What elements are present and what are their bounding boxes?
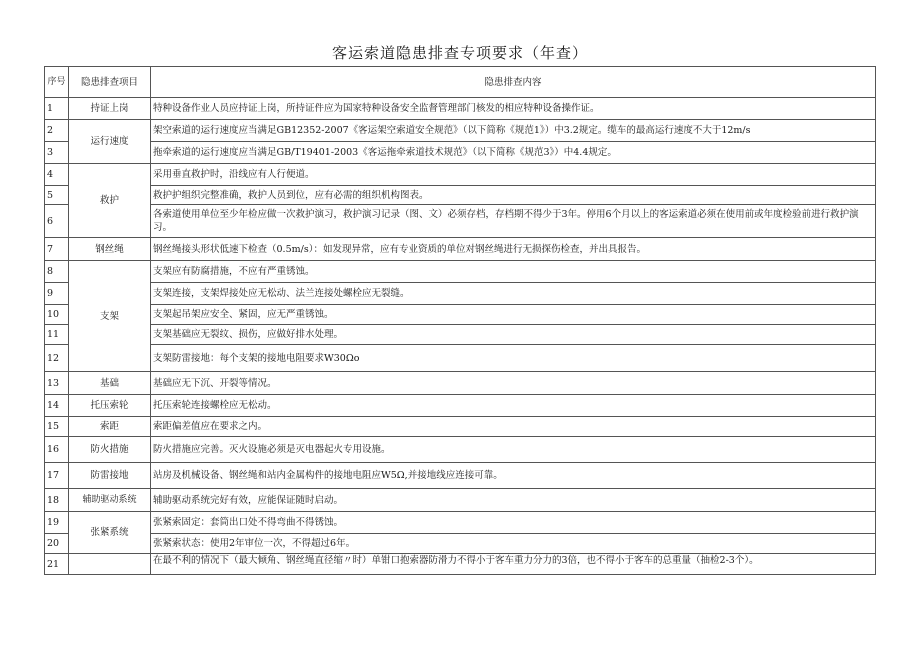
table-row	[45, 372, 876, 395]
row-number: 1	[45, 98, 69, 120]
content-cell: 支架基础应无裂纹、损伤，应做好排水处理。	[151, 325, 876, 345]
content-cell: 站房及机械设备、钢丝绳和站内金属构件的接地电阻应W5Ω,并接地线应连接可靠。	[151, 463, 876, 489]
category-cell: 运行速度	[69, 120, 151, 164]
row-number: 14	[45, 395, 69, 417]
content-cell: 张紧索状态：使用2年审位一次，不得超过6年。	[151, 534, 876, 554]
table-row	[45, 463, 876, 489]
header-no: 序号	[45, 67, 69, 98]
row-number: 6	[45, 205, 69, 238]
header-content: 隐患排查内容	[151, 67, 876, 98]
inspection-table	[44, 66, 876, 575]
category-cell: 辅助驱动系统	[69, 489, 151, 512]
content-cell: 拖牵索道的运行速度应当满足GB/T19401-2003《客运拖牵索道技术规范》（以下简称《规范3》）中4.4规定。	[151, 142, 876, 164]
row-number: 21	[45, 554, 69, 575]
content-cell: 在最不利的情况下（最大倾角、钢丝绳直径缩〃时）单钳口抱索器防滑力不得小于客车重力分力的3倍，也不得小于客车的总重量（抽检2-3个）。	[151, 554, 876, 575]
table-row	[45, 186, 876, 205]
content-cell: 辅助驱动系统完好有效，应能保证随时启动。	[151, 489, 876, 512]
table-row	[45, 395, 876, 417]
category-cell: 防火措施	[69, 437, 151, 463]
row-number: 16	[45, 437, 69, 463]
row-number: 17	[45, 463, 69, 489]
category-cell: 张紧系统	[69, 512, 151, 554]
table-row	[45, 489, 876, 512]
content-cell: 索距偏差值应在要求之内。	[151, 417, 876, 437]
row-number: 18	[45, 489, 69, 512]
category-cell: 索距	[69, 417, 151, 437]
table-header-row	[45, 67, 876, 98]
category-cell: 托压索轮	[69, 395, 151, 417]
table-row	[45, 205, 876, 238]
content-cell: 支架起吊架应安全、紧固，应无严重锈蚀。	[151, 305, 876, 325]
category-cell: 防雷接地	[69, 463, 151, 489]
content-cell: 支架连接，支架焊接处应无松动、法兰连接处螺栓应无裂缝。	[151, 283, 876, 305]
header-item: 隐患排查项目	[69, 67, 151, 98]
row-number: 9	[45, 283, 69, 305]
table-row	[45, 554, 876, 575]
row-number: 8	[45, 261, 69, 283]
category-cell: 基础	[69, 372, 151, 395]
table-row	[45, 283, 876, 305]
table-row	[45, 437, 876, 463]
content-cell: 支架防雷接地：每个支架的接地电阻要求W30Ωo	[151, 345, 876, 372]
content-cell: 采用垂直救护时，沿线应有人行便道。	[151, 164, 876, 186]
row-number: 2	[45, 120, 69, 142]
content-cell: 支架应有防腐措施，不应有严重锈蚀。	[151, 261, 876, 283]
category-cell: 支架	[69, 261, 151, 372]
row-number: 19	[45, 512, 69, 534]
table-row	[45, 534, 876, 554]
row-number: 5	[45, 186, 69, 205]
row-number: 20	[45, 534, 69, 554]
table-row	[45, 238, 876, 261]
row-number: 3	[45, 142, 69, 164]
content-cell: 张紧索固定：套筒出口处不得弯曲不得锈蚀。	[151, 512, 876, 534]
document-title: 客运索道隐患排查专项要求（年查）	[331, 44, 588, 62]
table-row	[45, 345, 876, 372]
row-number: 12	[45, 345, 69, 372]
category-cell: 钢丝绳	[69, 238, 151, 261]
content-cell: 各索道使用单位至少年检应做一次救护演习，救护演习记录（图、文）必须存档，存档期不得少于3年。停用6个月以上的客运索道必须在使用前或年度检验前进行救护演习。	[151, 205, 876, 238]
category-cell: 救护	[69, 164, 151, 238]
row-number: 15	[45, 417, 69, 437]
content-cell: 托压索轮连接螺栓应无松动。	[151, 395, 876, 417]
content-cell: 救护护组织完整准确，救护人员到位，应有必需的组织机构图表。	[151, 186, 876, 205]
category-cell	[69, 554, 151, 575]
table-row	[45, 98, 876, 120]
row-number: 13	[45, 372, 69, 395]
content-cell: 基础应无下沉、开裂等情况。	[151, 372, 876, 395]
row-number: 11	[45, 325, 69, 345]
row-number: 4	[45, 164, 69, 186]
content-cell: 防火措施应完善。灭火设施必须是灭电器起火专用设施。	[151, 437, 876, 463]
table-row	[45, 164, 876, 186]
content-cell: 钢丝绳接头形状低速下检查（0.5m/s）：如发现异常，应有专业资质的单位对钢丝绳进行无损探伤检查，并出具报告。	[151, 238, 876, 261]
table-row	[45, 325, 876, 345]
category-cell: 持证上岗	[69, 98, 151, 120]
table-row	[45, 142, 876, 164]
content-cell: 特种设备作业人员应持证上岗，所持证件应为国家特种设备安全监督管理部门核发的相应特种设备操作证。	[151, 98, 876, 120]
table-row	[45, 305, 876, 325]
table-row	[45, 512, 876, 534]
table-row	[45, 261, 876, 283]
table-row	[45, 417, 876, 437]
content-cell: 架空索道的运行速度应当满足GB12352-2007《客运架空索道安全规范》（以下简称《规范1》）中3.2规定。缆车的最高运行速度不大于12m/s	[151, 120, 876, 142]
table-row	[45, 120, 876, 142]
row-number: 10	[45, 305, 69, 325]
row-number: 7	[45, 238, 69, 261]
